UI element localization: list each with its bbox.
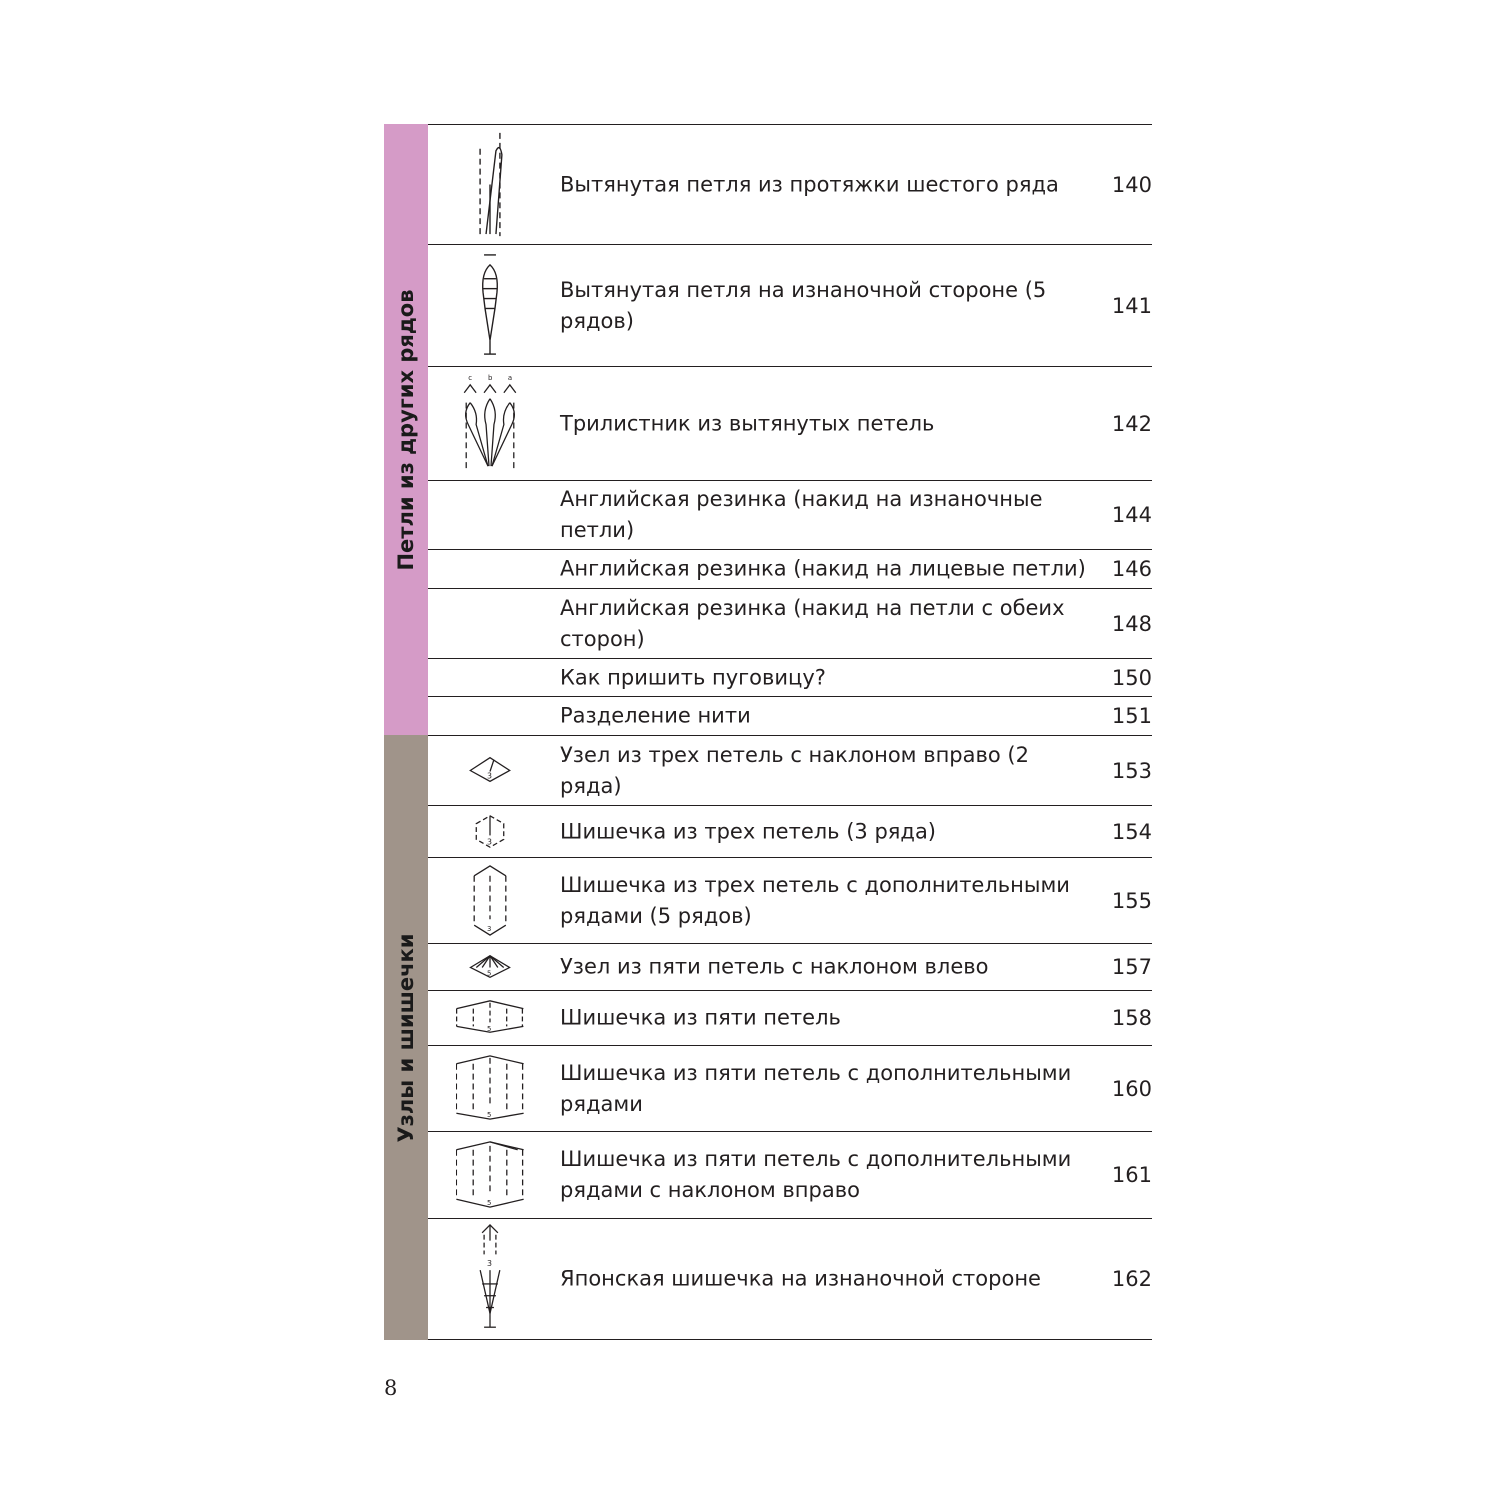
toc-row xyxy=(428,735,1152,805)
icon-number: 5 xyxy=(487,969,492,978)
entry-title: Шишечка из пяти петель с дополнительными рядами с наклоном вправо xyxy=(560,1147,1072,1202)
section-tab-stitches-from-other-rows xyxy=(384,124,428,735)
entry-page: 144 xyxy=(1111,503,1152,527)
entry-page: 160 xyxy=(1111,1076,1152,1101)
entry-title: Английская резинка (накид на изнаночные петли) xyxy=(560,487,1043,542)
entry-page: 158 xyxy=(1111,1006,1152,1030)
bobble-5-extra-rows-right-icon xyxy=(456,1132,524,1218)
icon-number: 3 xyxy=(487,771,493,781)
japanese-bobble-icon xyxy=(456,1219,524,1339)
icon-number: 5 xyxy=(487,1025,492,1034)
icon-number: 3 xyxy=(487,1259,493,1269)
page-number: 8 xyxy=(384,1376,398,1400)
entry-title: Английская резинка (накид на лицевые петли) xyxy=(560,556,1086,581)
bobble-3-icon xyxy=(456,806,524,857)
entry-title: Узел из пяти петель с наклоном влево xyxy=(560,954,989,979)
entry-title: Узел из трех петель с наклоном вправо (2 ряда) xyxy=(560,742,1029,798)
toc-row xyxy=(428,1131,1152,1218)
section-tab-knots-and-bobbles xyxy=(384,735,428,1340)
toc-row xyxy=(428,943,1152,990)
elongated-stitch-icon xyxy=(456,125,524,244)
entry-title: Английская резинка (накид на петли с обеих сторон) xyxy=(560,595,1065,651)
entry-page: 142 xyxy=(1111,411,1152,436)
entry-title: Вытянутая петля на изнаночной стороне (5 рядов) xyxy=(560,277,1047,333)
knot-5-left-icon xyxy=(456,944,524,990)
toc-row xyxy=(428,124,1152,244)
entry-page: 161 xyxy=(1111,1163,1152,1187)
icon-number: 5 xyxy=(487,1111,492,1120)
elongated-purl-stitch-icon xyxy=(456,245,524,366)
icon-letter: b xyxy=(488,373,493,382)
toc-row xyxy=(428,588,1152,658)
entry-page: 162 xyxy=(1111,1267,1152,1291)
entry-title: Вытянутая петля из протяжки шестого ряда xyxy=(560,172,1059,196)
entry-page: 148 xyxy=(1111,611,1152,636)
entry-title: Японская шишечка на изнаночной стороне xyxy=(560,1266,1041,1291)
entry-page: 154 xyxy=(1111,819,1152,844)
entry-page: 141 xyxy=(1111,293,1152,318)
entry-page: 157 xyxy=(1111,955,1152,979)
toc-row xyxy=(428,805,1152,857)
icon-number: 5 xyxy=(487,1199,492,1208)
entry-title: Шишечка из трех петель (3 ряда) xyxy=(560,819,937,843)
bobble-5-extra-rows-icon xyxy=(456,1046,524,1131)
toc-row xyxy=(428,549,1152,588)
entry-title: Разделение нити xyxy=(560,703,751,728)
toc-row xyxy=(428,857,1152,943)
entry-page: 140 xyxy=(1111,172,1152,197)
knot-3-right-icon xyxy=(456,736,524,805)
entry-title: Шишечка из трех петель с дополнительными рядами (5 рядов) xyxy=(560,872,1070,928)
section-label: Узлы и шишечки xyxy=(394,932,418,1143)
toc-row xyxy=(428,990,1152,1045)
toc-row xyxy=(428,244,1152,366)
bobble-5-icon xyxy=(456,991,524,1045)
toc-row xyxy=(428,696,1152,735)
trefoil-icon xyxy=(456,367,524,480)
icon-number: 3 xyxy=(487,925,492,934)
entry-page: 155 xyxy=(1111,888,1152,913)
entry-page: 153 xyxy=(1111,758,1152,783)
bobble-3-extra-rows-icon xyxy=(456,858,524,943)
toc-row xyxy=(428,658,1152,696)
section-label: Петли из других рядов xyxy=(394,288,418,571)
toc-row xyxy=(428,480,1152,549)
toc-row xyxy=(428,1218,1152,1340)
icon-number: 3 xyxy=(487,837,493,847)
entry-title: Как пришить пуговицу? xyxy=(560,665,826,689)
entry-page: 146 xyxy=(1111,557,1152,581)
toc-row xyxy=(428,1045,1152,1131)
icon-letter: a xyxy=(507,373,513,382)
entry-title: Шишечка из пяти петель с дополнительными рядами xyxy=(560,1060,1072,1116)
entry-title: Шишечка из пяти петель xyxy=(560,1005,841,1030)
entry-page: 151 xyxy=(1111,704,1152,728)
toc-row xyxy=(428,366,1152,480)
entry-title: Трилистник из вытянутых петель xyxy=(560,411,935,435)
icon-letter: c xyxy=(468,373,473,382)
entry-page: 150 xyxy=(1111,665,1152,690)
